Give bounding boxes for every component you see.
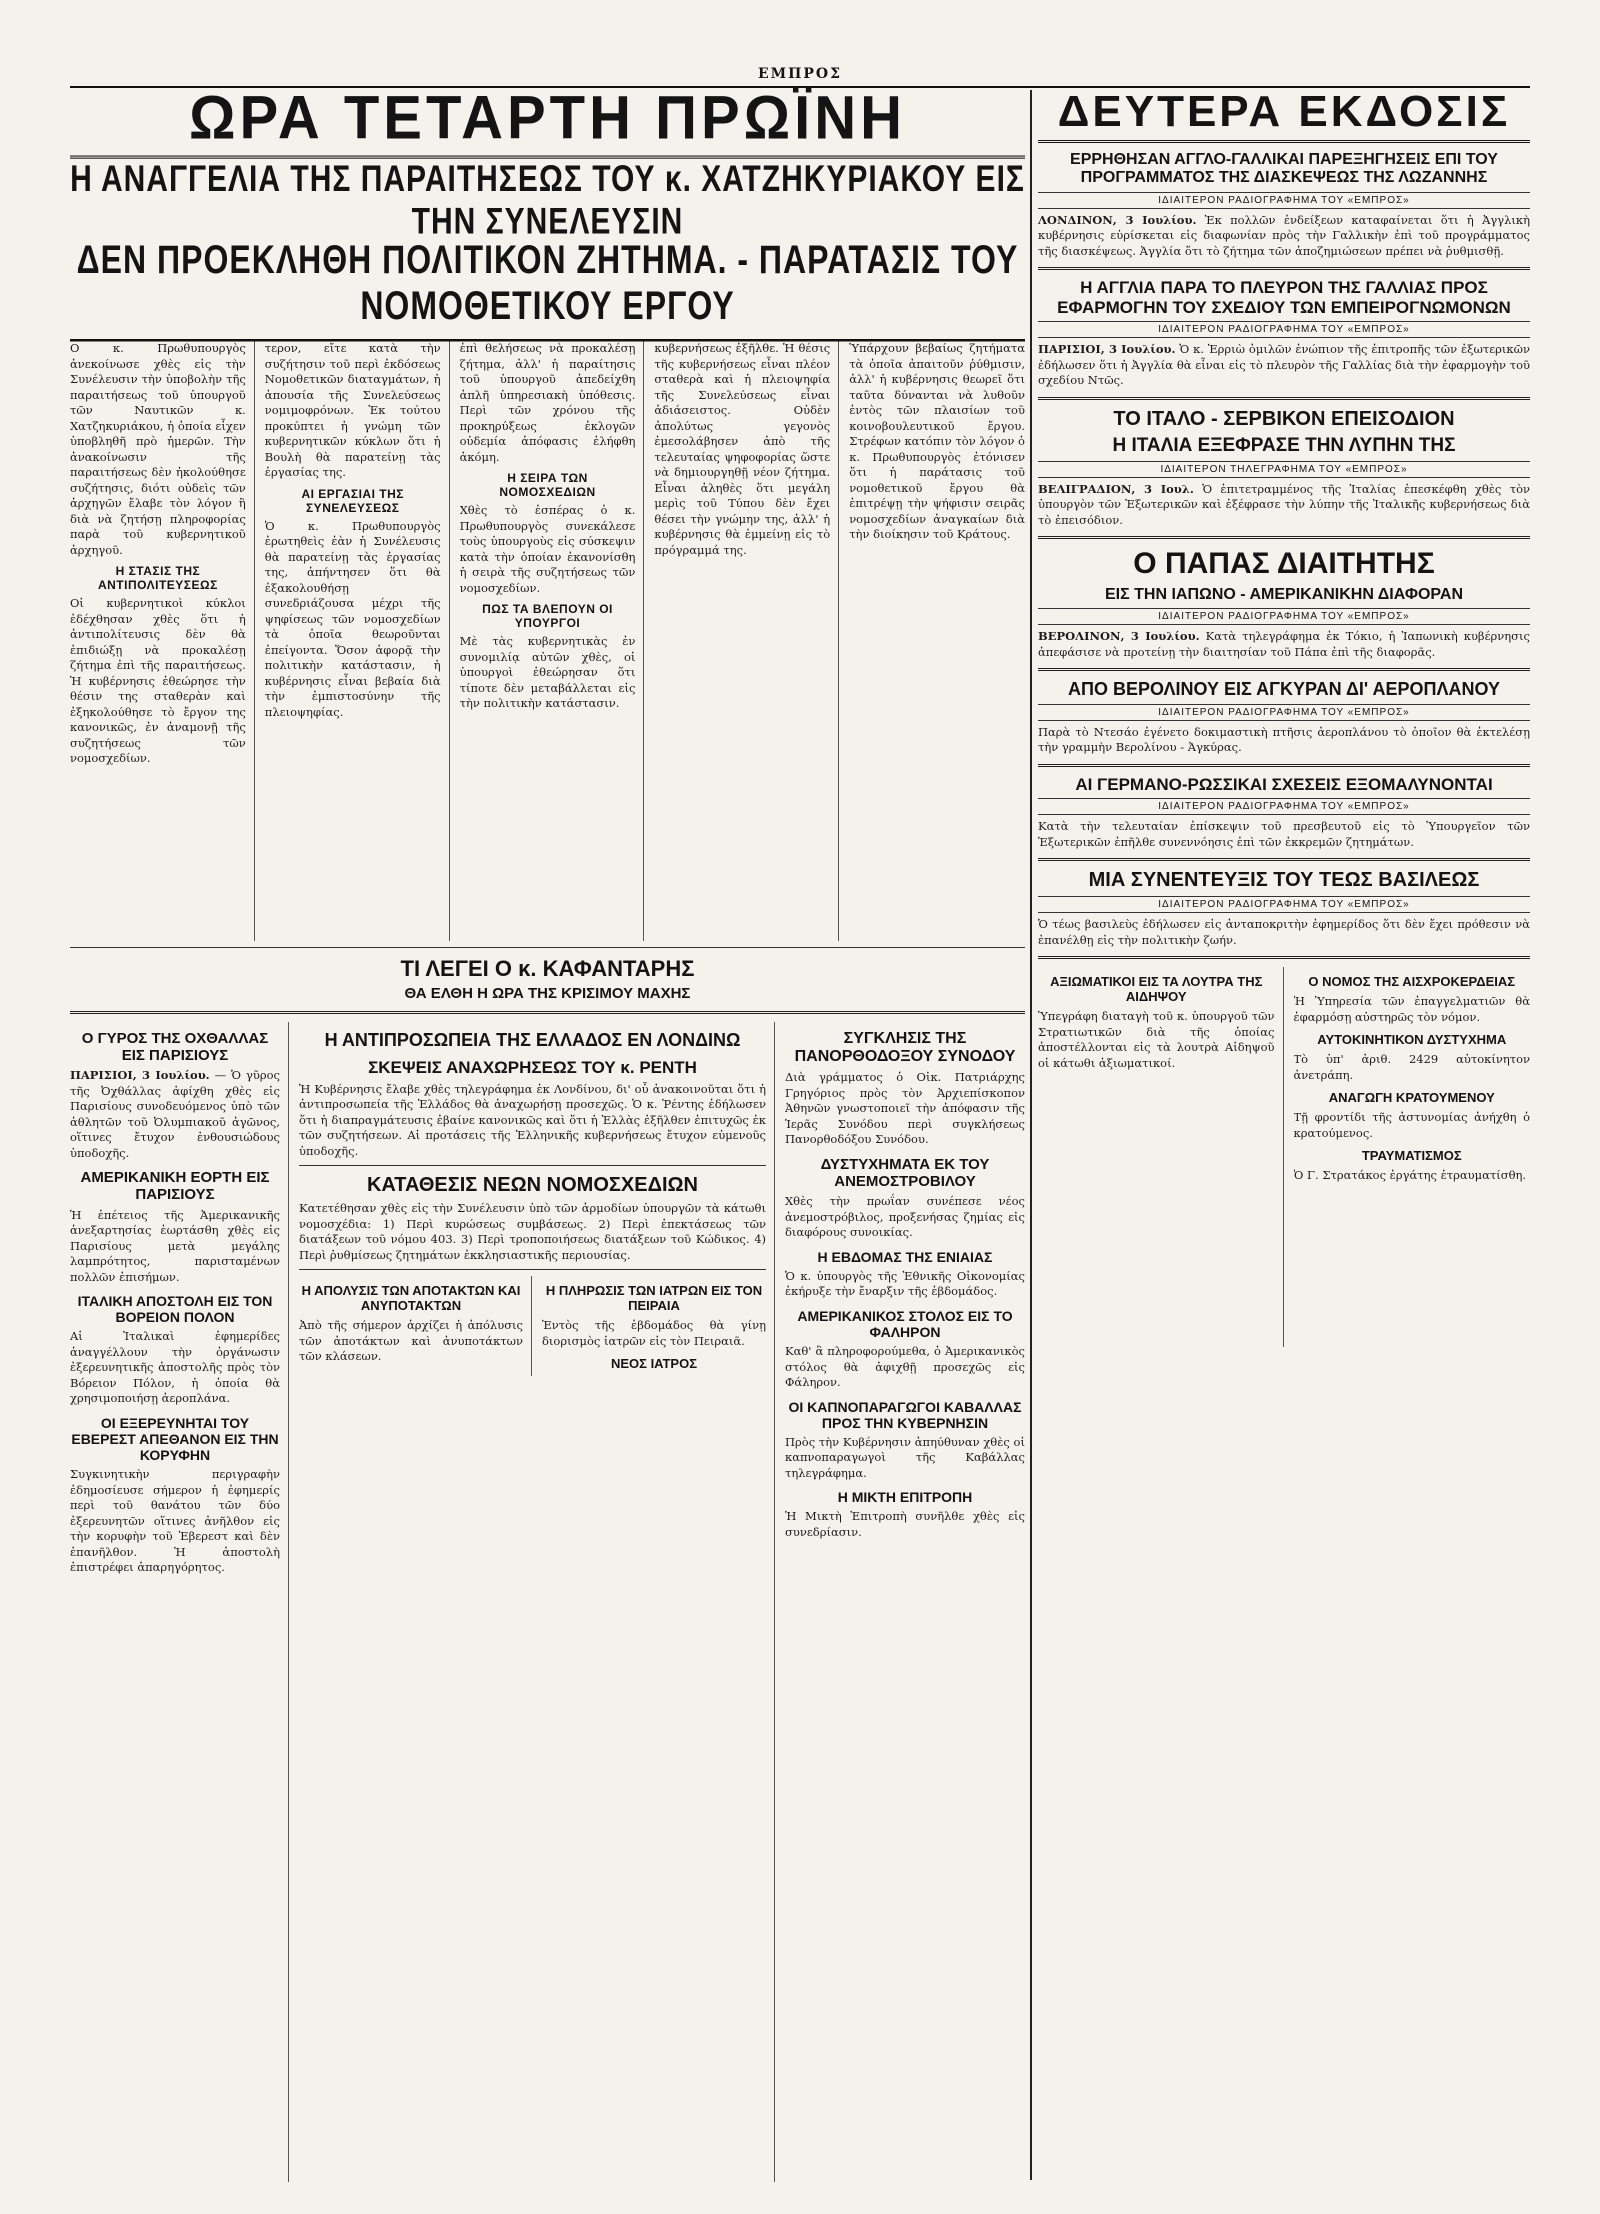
body-text: Ἡ Ὑπηρεσία τῶν ἐπαγγελματιῶν θὰ ἐφαρμόσῃ αὐστηρῶς τὸν νόμον.: [1293, 994, 1530, 1024]
stolos-headline: ΑΜΕΡΙΚΑΝΙΚΟΣ ΣΤΟΛΟΣ ΕΙΣ ΤΟ ΦΑΛΗΡΟΝ: [797, 1307, 1013, 1341]
subhead-seira: Η ΣΕΙΡΑ ΤΩΝ ΝΟΜΟΣΧΕΔΙΩΝ: [499, 471, 596, 499]
body-text: Ἀπὸ τῆς σήμερον ἀρχίζει ἡ ἀπόλυσις τῶν ἀποτάκτων καὶ ἀνυποτάκτων τῶν κλάσεων.: [299, 1318, 523, 1364]
dateline: ΒΕΡΟΛΙΝΟΝ, 3 Ιουλίου.: [1038, 629, 1200, 644]
body-text: ΠΑΡΙΣΙΟΙ, 3 Ιουλίου. Ὁ κ. Ἐρριὼ ὁμιλῶν ἐνώπιον τῆς ἐπιτροπῆς τῶν ἐξωτερικῶν ἐδήλωσεν ὅτι ἡ Ἀγγλία θὰ εἶναι εἰς τὸ πλευρὸν τῆς Γαλλίας διὰ τὴν ἐφαρμογὴν τοῦ σχεδίου Ντῶς.: [1038, 342, 1530, 388]
right-headline-4b: ΕΙΣ ΤΗΝ ΙΑΠΩΝΟ - ΑΜΕΡΙΚΑΝΙΚΗΝ ΔΙΑΦΟΡΑΝ: [1104, 585, 1464, 603]
dedication-tele: ΙΔΙΑΙΤΕΡΟΝ ΤΗΛΕΓΡΑΦΗΜΑ ΤΟΥ «ΕΜΠΡΟΣ»: [1038, 461, 1530, 478]
lower-column-3: [785, 1022, 1025, 2182]
right-headline-1: ΕΡΡΗΘΗΣΑΝ ΑΓΓΛΟ-ΓΑΛΛΙΚΑΙ ΠΑΡΕΞΗΓΗΣΕΙΣ ΕΠΙ ΤΟΥ ΠΡΟΓΡΑΜΜΑΤΟΣ ΤΗΣ ΔΙΑΣΚΕΨΕΩΣ ΤΗΣ ΛΩΖΑΝΝΗΣ: [1070, 151, 1498, 187]
body-text: ΒΕΛΙΓΡΑΔΙΟΝ, 3 Ιουλ. Ὁ ἐπιτετραμμένος τῆς Ἰταλίας ἐπεσκέφθη χθὲς τὸν ὑπουργὸν τῶν Ἐξωτερικῶν καὶ ἐξέφρασε τὴν λύπην τῆς Ἰταλικῆς κυβερνήσεως διὰ τὸ ἐπεισόδιον.: [1038, 481, 1530, 527]
amer-headline: ΑΜΕΡΙΚΑΝΙΚΗ ΕΟΡΤΗ ΕΙΣ ΠΑΡΙΣΙΟΥΣ: [80, 1169, 270, 1204]
dystych-headline: ΔΥΣΤΥΧΗΜΑΤΑ ΕΚ ΤΟΥ ΑΝΕΜΟΣΤΡΟΒΙΛΟΥ: [820, 1155, 990, 1191]
second-edition-banner: ΔΕΥΤΕΡΑ ΕΚΔΟΣΙΣ: [1038, 90, 1530, 143]
small-headline-1: ΑΞΙΩΜΑΤΙΚΟΙ ΕΙΣ ΤΑ ΛΟΥΤΡΑ ΤΗΣ ΑΙΔΗΨΟΥ: [1050, 974, 1263, 1005]
dedication-radio: ΙΔΙΑΙΤΕΡΟΝ ΡΑΔΙΟΓΡΑΦΗΜΑ ΤΟΥ «ΕΜΠΡΟΣ»: [1038, 192, 1530, 209]
body-text: Ἡ Κυβέρνησις ἔλαβε χθὲς τηλεγράφημα ἐκ Λονδίνου, δι' οὗ ἀνακοινοῦται ὅτι ἡ ἀντιπροσωπεία τῆς Ἑλλάδος θὰ ἀναχωρήσῃ προσεχῶς. Ὁ κ. Ῥέντης ἐδήλωσεν ὅτι ἡ διαπραγμάτευσις ἐβαίνε κανονικῶς καὶ ὅτι ἡ Ἑλλὰς ἐξῆλθεν ἐπιτυχῶς ἐκ τῶν συζητήσεων. Αἱ προτάσεις τῆς Ἑλληνικῆς κυβερνήσεως ἔτυχον εὐμενοῦς ὑποδοχῆς.: [299, 1081, 766, 1158]
body-text: Ο κ. Πρωθυπουργὸς ἀνεκοίνωσε χθὲς εἰς τὴν Συνέλευσιν τὴν ὑποβολὴν τῆς παραιτήσεως τοῦ ὑπουργοῦ τῶν Ναυτικῶν κ. Χατζηκυριάκου, ἡ ὁποία εἶχεν ὑποβληθῆ πρὸ ἡμερῶν. Τὴν ἀνακοίνωσιν τῆς παραιτήσεως δὲν ἠκολούθησε συζήτησις, διότι οὐδεὶς τῶν ἀρχηγῶν ἔλαβε τὸν λόγον ἢ διὰ νὰ ζητήσῃ πληροφορίας παρὰ τοῦ κυβερνητικοῦ ἀρχηγοῦ.: [70, 341, 246, 557]
body-text: Μὲ τὰς κυβερνητικὰς ἐν συνομιλίᾳ αὐτῶν χθὲς, οἱ ὑπουργοὶ ἐθεώρησαν ὅτι τίποτε δὲν μεταβάλλεται εἰς τὴν πολιτικὴν κατάστασιν.: [459, 634, 636, 710]
body-text: Ὁ κ. Πρωθυπουργὸς ἐρωτηθεὶς ἐὰν ἡ Συνέλευσις θὰ παρατείνῃ τὰς ἐργασίας της, ἀπήντησεν ὅτι θὰ ἐξακολουθήσῃ συνεδριάζουσα μέχρι τῆς ψηφίσεως τῶν νομοσχεδίων τὰ ὁποῖα θεωροῦνται ἐπείγοντα. Ὅσον ἀφορᾷ τὴν πολιτικὴν κατάστασιν, ἡ κυβέρνησις εἶναι βεβαία διὰ τὴν ἐμπιστοσύνην τῆς πλειοψηφίας.: [264, 518, 441, 719]
body-text: Ὁ κ. ὑπουργὸς τῆς Ἐθνικῆς Οἰκονομίας ἐκήρυξε τὴν ἔναρξιν τῆς ἑβδομάδος.: [785, 1268, 1025, 1299]
evdomas-headline: Η ΕΒΔΟΜΑΣ ΤΗΣ ΕΝΙΑΙΑΣ: [817, 1248, 993, 1265]
masthead-title: ΕΜΠΡΟΣ: [757, 66, 842, 82]
lower-column-2: [299, 1022, 775, 2182]
right-headline-3a: ΤΟ ΙΤΑΛΟ - ΣΕΡΒΙΚΟΝ ΕΠΕΙΣΟΔΙΟΝ: [1113, 407, 1455, 430]
body-text: Ἡ ἐπέτειος τῆς Ἀμερικανικῆς ἀνεξαρτησίας ἑωρτάσθη χθὲς εἰς Παρισίους μετὰ μεγάλης λαμπρότητος, παρισταμένων πολλῶν ἐπισήμων.: [70, 1207, 280, 1284]
dedication-radio: ΙΔΙΑΙΤΕΡΟΝ ΡΑΔΙΟΓΡΑΦΗΜΑ ΤΟΥ «ΕΜΠΡΟΣ»: [1038, 704, 1530, 721]
body-text: Παρὰ τὸ Ντεσάο ἐγένετο δοκιμαστικὴ πτῆσις ἀεροπλάνου τὸ ὁποῖον θὰ ἐκτελέσῃ τὴν γραμμὴν Βερολίνου - Ἀγκύρας.: [1038, 724, 1530, 755]
column-divider: [1030, 90, 1032, 2180]
apotaktoi-headline: Η ΑΠΟΛΥΣΙΣ ΤΩΝ ΑΠΟΤΑΚΤΩΝ ΚΑΙ ΑΝΥΠΟΤΑΚΤΩΝ: [301, 1283, 521, 1314]
lower-columns: [70, 1022, 1025, 2182]
right-headline-3b: Η ΙΤΑΛΙΑ ΕΞΕΦΡΑΣΕ ΤΗΝ ΛΥΠΗΝ ΤΗΣ: [1112, 434, 1456, 456]
right-headline-5: ΑΠΟ ΒΕΡΟΛΙΝΟΥ ΕΙΣ ΑΓΚΥΡΑΝ ΔΙ' ΑΕΡΟΠΛΑΝΟΥ: [1067, 679, 1501, 700]
body-text: Τῇ φροντίδι τῆς ἀστυνομίας ἀνήχθη ὁ κρατούμενος.: [1293, 1110, 1530, 1140]
body-text: ΒΕΡΟΛΙΝΟΝ, 3 Ιουλίου. Κατὰ τηλεγράφημα ἐκ Τόκιο, ἡ Ἰαπωνικὴ κυβέρνησις ἀπεφάσισε νὰ προτείνῃ τὴν διαιτησίαν τοῦ Πάπα ἐπὶ τῆς διαφορᾶς.: [1038, 629, 1530, 659]
subhead-ergasiai: ΑΙ ΕΡΓΑΣΙΑΙ ΤΗΣ ΣΥΝΕΛΕΥΣΕΩΣ: [301, 486, 404, 515]
peiraia-headline: Η ΠΛΗΡΩΣΙΣ ΤΩΝ ΙΑΤΡΩΝ ΕΙΣ ΤΟΝ ΠΕΙΡΑΙΑ: [545, 1283, 763, 1314]
right-headline-4a: Ο ΠΑΠΑΣ ΔΙΑΙΤΗΤΗΣ: [1133, 547, 1435, 581]
small-headline-2: Ο ΝΟΜΟΣ ΤΗΣ ΑΙΣΧΡΟΚΕΡΔΕΙΑΣ: [1308, 974, 1516, 990]
body-text: Οἱ κυβερνητικοὶ κύκλοι ἐδέχθησαν χθὲς ὅτι ἡ ἀντιπολίτευσις δὲν θὰ ἐπιδιώξῃ νὰ προκαλέσῃ ζήτημα ἐπὶ τῆς παραιτήσεως. Ἡ κυβέρνησις ἐθεώρησε τὴν θέσιν της σταθερὰν καὶ ἐξηκολούθησε τὸ ἔργον της κανονικῶς, ἐν ἀναμονῇ τῆς συζητήσεως τῶν νομοσχεδίων.: [70, 596, 246, 765]
subhead-stasis: Η ΣΤΑΣΙΣ ΤΗΣ ΑΝΤΙΠΟΛΙΤΕΥΣΕΩΣ: [97, 564, 218, 592]
body-text: Πρὸς τὴν Κυβέρνησιν ἀπηύθυναν χθὲς οἱ καπνοπαραγωγοὶ τῆς Καβάλλας τηλεγράφημα.: [785, 1434, 1025, 1480]
body-text: Χθὲς τὸ ἑσπέρας ὁ κ. Πρωθυπουργὸς συνεκάλεσε τοὺς ὑπουργοὺς εἰς σύσκεψιν κατὰ τὴν ὁποίαν ἐκανονίσθη ἡ σειρὰ τῆς συζητήσεως τῶν νομοσχεδίων.: [459, 503, 636, 595]
first-edition-section: [70, 84, 1025, 2180]
body-text: Ἡ Μικτὴ Ἐπιτροπὴ συνῆλθε χθὲς εἰς συνεδρίασιν.: [785, 1509, 1025, 1539]
bottom-right: [542, 1276, 766, 1376]
newspaper-page: [70, 66, 1530, 2180]
mikra-headline: Η ΜΙΚΤΗ ΕΠΙΤΡΟΠΗ: [837, 1489, 973, 1506]
dateline: ΠΑΡΙΣΙΟΙ, 3 Ιουλίου.: [70, 1068, 210, 1083]
antipros-headline: Η ΑΝΤΙΠΡΟΣΩΠΕΙΑ ΤΗΣ ΕΛΛΑΔΟΣ ΕΝ ΛΟΝΔΙΝΩ: [324, 1029, 741, 1050]
body-text: Συγκινητικὴν περιγραφὴν ἐδημοσίευσε σήμερον ἡ ἐφημερίς περὶ τοῦ θανάτου τῶν δύο ἐξερευνητῶν οἵτινες ἀνῆλθον εἰς τὴν κορυφὴν τοῦ Ἐβερεστ καὶ δὲν ἐπανῆλθον. Ἡ ἀποστολὴ ἐπιστρέφει ἀπαρηγόρητος.: [70, 1467, 280, 1575]
dateline: ΛΟΝΔΙΝΟΝ, 3 Ιουλίου.: [1038, 212, 1197, 227]
dedication-radio: ΙΔΙΑΙΤΕΡΟΝ ΡΑΔΙΟΓΡΑΦΗΜΑ ΤΟΥ «ΕΜΠΡΟΣ»: [1038, 798, 1530, 815]
right-headline-2: Η ΑΓΓΛΙΑ ΠΑΡΑ ΤΟ ΠΛΕΥΡΟΝ ΤΗΣ ΓΑΛΛΙΑΣ ΠΡΟΣ ΕΦΑΡΜΟΓΗΝ ΤΟΥ ΣΧΕΔΙΟΥ ΤΩΝ ΕΜΠΕΙΡΟΓΝΩΜΟΝΩΝ: [1057, 278, 1511, 317]
synkl-headline: ΣΥΓΚΛΗΣΙΣ ΤΗΣ ΠΑΝΟΡΘΟΔΟΞΟΥ ΣΥΝΟΔΟΥ: [794, 1029, 1016, 1065]
lead-column-3: [460, 341, 645, 941]
body-text: Τὸ ὑπ' ἀριθ. 2429 αὐτοκίνητον ἀνετράπη.: [1293, 1052, 1530, 1082]
bottom-pair: [299, 1276, 766, 1376]
dateline: ΠΑΡΙΣΙΟΙ, 3 Ιουλίου.: [1038, 342, 1176, 357]
front-banner: ΩΡΑ ΤΕΤΑΡΤΗ ΠΡΩΪΝΗ: [70, 88, 1025, 158]
body-text: Αἱ Ἰταλικαὶ ἐφημερίδες ἀναγγέλλουν τὴν ὀργάνωσιν ἐξερευνητικῆς ἀποστολῆς πρὸς τὸν Βόρειον Πόλον, ἡ ὁποία θὰ χρησιμοποιήσῃ ἀεροπλάνα.: [70, 1329, 280, 1406]
body-text: ἐπὶ θελήσεως νὰ προκαλέσῃ ζήτημα, ἀλλ' ἡ παραίτησις τοῦ ὑπουργοῦ ἀπεδείχθη ἁπλῆ ὑπηρεσιακὴ ὑπόθεσις. Περὶ τῶν χρόνου τῆς προκηρύξεως ἐκλογῶν οὐδεμία ἀπόφασις ἐλήφθη ἀκόμη.: [459, 341, 636, 464]
lead-story-columns: [70, 341, 1025, 941]
body-text: Κατὰ τὴν τελευταίαν ἐπίσκεψιν τοῦ πρεσβευτοῦ εἰς τὸ Ὑπουργεῖον τῶν Ἐξωτερικῶν ἐπῆλθε συνεννόησις ἐπὶ τῶν ἐκκρεμῶν ζητημάτων.: [1038, 819, 1530, 849]
lead-column-1: [70, 341, 255, 941]
body-text: ΠΑΡΙΣΙΟΙ, 3 Ιουλίου. — Ὁ γῦρος τῆς Ὀχθάλλας ἀφίχθη χθὲς εἰς Παρισίους συνοδευόμενος ὑπὸ τῶν ἀθλητῶν τοῦ Ὀλυμπιακοῦ ἀγῶνος, οἵτινες ἔτυχον ἐνθουσιώδους ὑποδοχῆς.: [70, 1068, 280, 1160]
body-text: Κατετέθησαν χθὲς εἰς τὴν Συνέλευσιν ὑπὸ τῶν ἁρμοδίων ὑπουργῶν τὰ κάτωθι νομοσχέδια: 1) Περὶ κυρώσεως συμβάσεως. 2) Περὶ ἐπεκτάσεως τῶν διατάξεων τοῦ νόμου 403. 3) Περὶ τροποποιήσεως διατάξεων τοῦ Κώδικος. 4) Περὶ ῥυθμίσεως ζητημάτων ἐκκλησιαστικῆς περιουσίας.: [299, 1201, 766, 1262]
body-text: Ὑπάρχουν βεβαίως ζητήματα τὰ ὁποῖα ἀπαιτοῦν ῥύθμισιν, ἀλλ' ἡ κυβέρνησις θεωρεῖ ὅτι ταῦτα δύνανται νὰ λυθοῦν ἐντὸς τῶν πλαισίων τοῦ κοινοβουλευτικοῦ ἔργου. Στρέφων κατόπιν τὸν λόγον ὁ κ. Πρωθυπουργὸς ἐτόνισεν ὅτι ἡ παράτασις τοῦ νομοθετικοῦ ἔργου θὰ ἐπιτρέψῃ τὴν ψήφισιν σειρᾶς νομοσχεδίων ἀναγκαίων διὰ τὴν διοίκησιν τοῦ Κράτους.: [849, 341, 1025, 541]
everest-headline: ΟΙ ΕΞΕΡΕΥΝΗΤΑΙ ΤΟΥ ΕΒΕΡΕΣΤ ΑΠΕΘΑΝΟΝ ΕΙΣ ΤΗΝ ΚΟΡΥΦΗΝ: [71, 1414, 279, 1463]
main-headline: Η ΑΝΑΓΓΕΛΙΑ ΤΗΣ ΠΑΡΑΙΤΗΣΕΩΣ ΤΟΥ κ. ΧΑΤΖΗΚΥΡΙΑΚΟΥ ΕΙΣ ΤΗΝ ΣΥΝΕΛΕΥΣΙΝ: [70, 158, 1025, 243]
right-bottom-columns: [1038, 967, 1530, 1347]
body-text: Καθ' ἃ πληροφορούμεθα, ὁ Ἀμερικανικὸς στόλος θὰ ἀφιχθῇ προσεχῶς εἰς Φάληρον.: [785, 1344, 1025, 1390]
subhead-pos: ΠΩΣ ΤΑ ΒΛΕΠΟΥΝ ΟΙ ΥΠΟΥΡΓΟΙ: [482, 602, 613, 630]
kafantaris-headline: ΤΙ ΛΕΓΕΙ Ο κ. ΚΑΦΑΝΤΑΡΗΣ: [400, 956, 695, 981]
right-bottom-right: [1294, 967, 1531, 1347]
lead-column-4: [654, 341, 839, 941]
dateline: ΒΕΛΙΓΡΑΔΙΟΝ, 3 Ιουλ.: [1038, 481, 1194, 496]
kafantaris-subheadline: ΘΑ ΕΛΘΗ Η ΩΡΑ ΤΗΣ ΚΡΙΣΙΜΟΥ ΜΑΧΗΣ: [404, 985, 691, 1003]
body-text: Ὁ τέως βασιλεὺς ἐδήλωσεν εἰς ἀνταποκριτὴν ἐφημερίδος ὅτι δὲν ἔχει πρόθεσιν νὰ ἐπανέλθῃ εἰς τὴν πολιτικὴν ζωήν.: [1038, 917, 1530, 947]
ital-headline: ΙΤΑΛΙΚΗ ΑΠΟΣΤΟΛΗ ΕΙΣ ΤΟΝ ΒΟΡΕΙΟΝ ΠΟΛΟΝ: [77, 1293, 273, 1326]
second-edition-section: [1038, 87, 1530, 2180]
dedication-radio: ΙΔΙΑΙΤΕΡΟΝ ΡΑΔΙΟΓΡΑΦΗΜΑ ΤΟΥ «ΕΜΠΡΟΣ»: [1038, 896, 1530, 913]
body-text: τερον, εἴτε κατὰ τὴν συζήτησιν τοῦ περὶ ἐκδόσεως Νομοθετικῶν διαταγμάτων, ἡ ἀπουσία τῆς Συνελεύσεως νομιμοφρόνων. Ἐκ τούτου προκύπτει ἡ γνώμη τῶν κυβερνητικῶν κύκλων ὅτι ἡ Βουλὴ θὰ παρατείνῃ τὰς ἐργασίας της.: [264, 341, 441, 479]
tour-headline: Ο ΓΥΡΟΣ ΤΗΣ ΟΧΘΑΛΛΑΣ ΕΙΣ ΠΑΡΙΣΙΟΥΣ: [81, 1029, 269, 1064]
kavallas-headline: ΟΙ ΚΑΠΝΟΠΑΡΑΓΩΓΟΙ ΚΑΒΑΛΛΑΣ ΠΡΟΣ ΤΗΝ ΚΥΒΕΡΝΗΣΙΝ: [788, 1398, 1022, 1431]
lead-column-5: [849, 341, 1025, 941]
lower-column-1: [70, 1022, 289, 2182]
body-text: Ὑπεγράφη διαταγὴ τοῦ κ. ὑπουργοῦ τῶν Στρατιωτικῶν διὰ τῆς ὁποίας ἀποστέλλονται εἰς τὰ λουτρὰ Αἰδηψοῦ οἱ κάτωθι ἀξιωματικοί.: [1038, 1009, 1275, 1070]
dedication-radio: ΙΔΙΑΙΤΕΡΟΝ ΡΑΔΙΟΓΡΑΦΗΜΑ ΤΟΥ «ΕΜΠΡΟΣ»: [1038, 321, 1530, 338]
body-text: Ἐντὸς τῆς ἑβδομάδος θὰ γίνῃ διορισμὸς ἰατρῶν εἰς τὸν Πειραιᾶ.: [542, 1318, 766, 1348]
body-text: Διὰ γράμματος ὁ Οἰκ. Πατριάρχης Γρηγόριος πρὸς τὸν Ἀρχιεπίσκοπον Ἀθηνῶν γνωστοποιεῖ τὴν ἀπόφασιν τῆς Ἱερᾶς Συνόδου περὶ συγκλήσεως Πανορθοδόξου Συνόδου.: [785, 1070, 1025, 1147]
right-headline-7: ΜΙΑ ΣΥΝΕΝΤΕΥΞΙΣ ΤΟΥ ΤΕΩΣ ΒΑΣΙΛΕΩΣ: [1088, 869, 1480, 892]
body-text: Ὁ Γ. Στρατάκος ἐργάτης ἐτραυματίσθη.: [1293, 1168, 1527, 1183]
small-headline-5: ΤΡΑΥΜΑΤΙΣΜΟΣ: [1361, 1148, 1462, 1164]
main-subheadline: ΔΕΝ ΠΡΟΕΚΛΗΘΗ ΠΟΛΙΤΙΚΟΝ ΖΗΤΗΜΑ. - ΠΑΡΑΤΑΣΙΣ ΤΟΥ ΝΟΜΟΘΕΤΙΚΟΥ ΕΡΓΟΥ: [70, 237, 1025, 342]
small-headline-4: ΑΝΑΓΩΓΗ ΚΡΑΤΟΥΜΕΝΟΥ: [1328, 1090, 1495, 1106]
right-headline-6: ΑΙ ΓΕΡΜΑΝΟ-ΡΩΣΣΙΚΑΙ ΣΧΕΣΕΙΣ ΕΞΟΜΑΛΥΝΟΝΤΑΙ: [1075, 774, 1493, 794]
body-text: κυβερνήσεως ἐξῆλθε. Ἡ θέσις τῆς κυβερνήσεως εἶναι πλέον σταθερὰ καὶ ἡ πλειοψηφία τῆς Συνελεύσεως εἶναι ἀδιάσειστος. Οὐδὲν ἀπολύτως γεγονὸς ἐμεσολάβησεν ἀπὸ τῆς τελευταίας ψηφοφορίας ὥστε νὰ δημιουργηθῇ νέον ζήτημα. Εἶναι ἀληθὲς ὅτι μεγάλη μερὶς τοῦ Τύπου δὲν ἔχει θέσει τὴν γνώμην της, ἀλλ' ἡ κυβέρνησις θὰ ἐμμείνῃ εἰς τὸ πρόγραμμά της.: [654, 341, 831, 557]
right-bottom-left: [1038, 967, 1284, 1347]
body-text: Χθὲς τὴν πρωΐαν συνέπεσε νέος ἀνεμοστρόβιλος, προξενήσας ζημίας εἰς διαφόρους συνοικίας.: [785, 1194, 1025, 1240]
body-text: ΛΟΝΔΙΝΟΝ, 3 Ιουλίου. Ἐκ πολλῶν ἐνδείξεων καταφαίνεται ὅτι ἡ Ἀγγλικὴ κυβέρνησις εὑρίσκεται εἰς διαφωνίαν πρὸς τὴν Γαλλικὴν ἐπὶ τοῦ προγράμματος τῆς διασκέψεως. Ἀγγλία ὅτι τὸ ζήτημα τῶν ἀποζημιώσεων πρέπει νὰ ῥυθμισθῇ.: [1038, 212, 1530, 258]
rentis-headline: ΣΚΕΨΕΙΣ ΑΝΑΧΩΡΗΣΕΩΣ ΤΟΥ κ. ΡΕΝΤΗ: [368, 1058, 697, 1078]
neos-headline: ΝΕΟΣ ΙΑΤΡΟΣ: [610, 1356, 698, 1372]
dedication-radio: ΙΔΙΑΙΤΕΡΟΝ ΡΑΔΙΟΓΡΑΦΗΜΑ ΤΟΥ «ΕΜΠΡΟΣ»: [1038, 608, 1530, 625]
lead-column-2: [265, 341, 450, 941]
nomosx-headline: ΚΑΤΑΘΕΣΙΣ ΝΕΩΝ ΝΟΜΟΣΧΕΔΙΩΝ: [366, 1174, 698, 1197]
small-headline-3: ΑΥΤΟΚΙΝΗΤΙΚΟΝ ΔΥΣΤΥΧΗΜΑ: [1317, 1032, 1507, 1048]
bottom-left: [299, 1276, 532, 1376]
